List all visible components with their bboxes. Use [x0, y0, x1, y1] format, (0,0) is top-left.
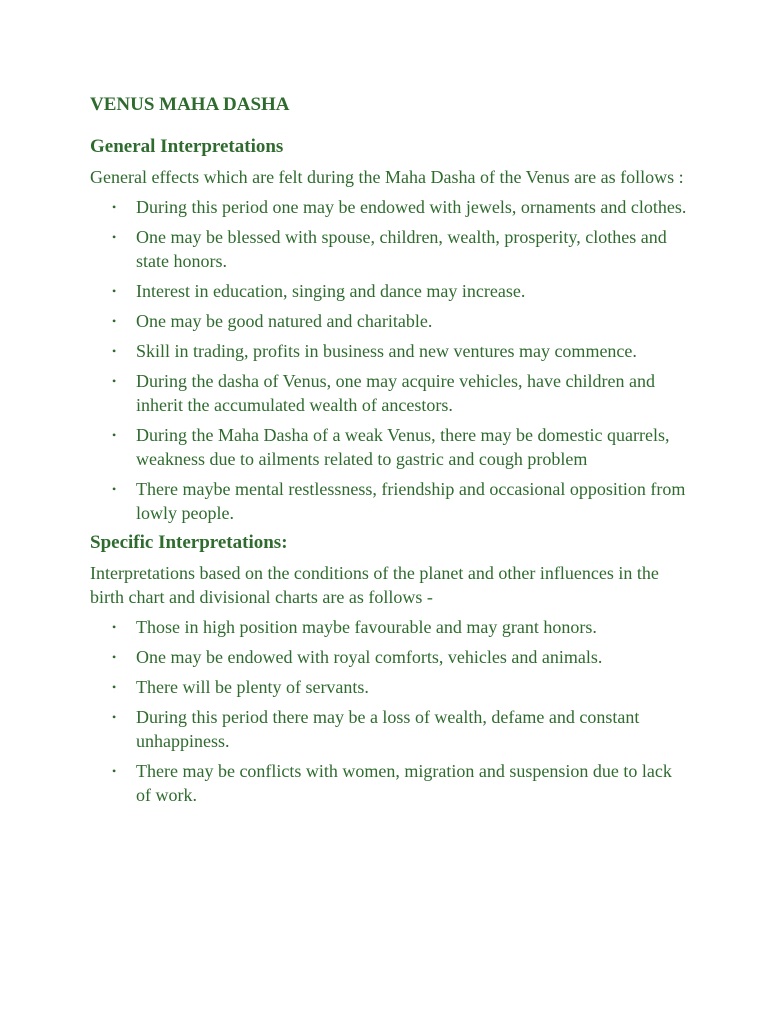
- specific-interpretations-heading: Specific Interpretations:: [90, 532, 288, 553]
- list-item: [90, 225, 690, 273]
- list-item: [90, 645, 690, 669]
- list-item-text: During this period one may be endowed with jewels, ornaments and clothes.: [136, 197, 687, 217]
- list-item: [90, 195, 690, 219]
- list-item-text: Those in high position maybe favourable and may grant honors.: [136, 617, 597, 637]
- list-item-text: Skill in trading, profits in business and new ventures may commence.: [136, 341, 637, 361]
- list-item: [90, 477, 690, 525]
- specific-effects-list: [90, 615, 690, 807]
- bullet-icon: •: [112, 284, 117, 298]
- bullet-icon: •: [112, 230, 117, 244]
- general-intro-paragraph: General effects which are felt during the Maha Dasha of the Venus are as follows :: [90, 167, 684, 187]
- document-page: [90, 92, 690, 813]
- document-title: VENUS MAHA DASHA: [90, 94, 290, 115]
- list-item-text: During the Maha Dasha of a weak Venus, there may be domestic quarrels, weakness due to ailments related to gastric and cough problem: [136, 425, 670, 469]
- bullet-icon: •: [112, 620, 117, 634]
- bullet-icon: •: [112, 764, 117, 778]
- general-interpretations-heading: General Interpretations: [90, 136, 284, 157]
- bullet-icon: •: [112, 680, 117, 694]
- list-item-text: One may be blessed with spouse, children, wealth, prosperity, clothes and state honors.: [136, 227, 667, 271]
- list-item-text: There will be plenty of servants.: [136, 677, 369, 697]
- list-item: [90, 423, 690, 471]
- specific-intro-paragraph: Interpretations based on the conditions of the planet and other influences in the birth chart and divisional charts are as follows -: [90, 563, 659, 607]
- bullet-icon: •: [112, 482, 117, 496]
- bullet-icon: •: [112, 374, 117, 388]
- list-item-text: One may be good natured and charitable.: [136, 311, 433, 331]
- list-item-text: During this period there may be a loss of wealth, defame and constant unhappiness.: [136, 707, 640, 751]
- bullet-icon: •: [112, 344, 117, 358]
- list-item-text: During the dasha of Venus, one may acquire vehicles, have children and inherit the accumulated wealth of ancestors.: [136, 371, 655, 415]
- list-item-text: One may be endowed with royal comforts, vehicles and animals.: [136, 647, 603, 667]
- bullet-icon: •: [112, 200, 117, 214]
- list-item: [90, 705, 690, 753]
- list-item: [90, 369, 690, 417]
- list-item: [90, 339, 690, 363]
- list-item-text: Interest in education, singing and dance may increase.: [136, 281, 526, 301]
- list-item-text: There maybe mental restlessness, friendship and occasional opposition from lowly people.: [136, 479, 686, 523]
- list-item: [90, 675, 690, 699]
- bullet-icon: •: [112, 314, 117, 328]
- list-item: [90, 279, 690, 303]
- list-item-text: There may be conflicts with women, migration and suspension due to lack of work.: [136, 761, 672, 805]
- bullet-icon: •: [112, 428, 117, 442]
- list-item: [90, 615, 690, 639]
- bullet-icon: •: [112, 710, 117, 724]
- general-effects-list: [90, 195, 690, 525]
- bullet-icon: •: [112, 650, 117, 664]
- list-item: [90, 759, 690, 807]
- list-item: [90, 309, 690, 333]
